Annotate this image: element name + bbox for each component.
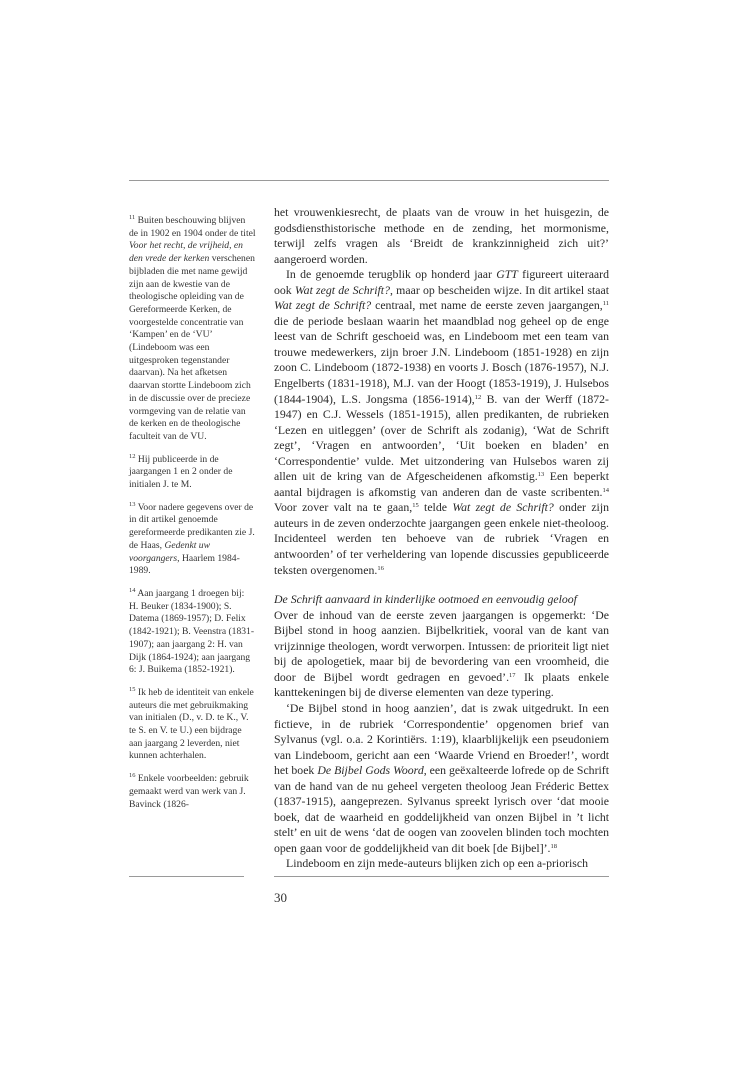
footnote-16: $^{16}$ Enkele voorbeelden: gebruik gemaakt werd van werk van J. Bavinck (1826- — [129, 772, 249, 810]
page-number: 30 — [274, 890, 287, 905]
footnote-14: $^{14}$ Aan jaargang 1 droegen bij: H. Beuker (1834-1900); S. Datema (1869-1957); D. Felix (1842-1921); B. Veenstra (1831-1907); aan jaargang 2: H. van Dijk (1864-1924); aan jaargang 6: J. Buikema (1852-1921). — [129, 586, 255, 676]
bottom-rule-right — [274, 876, 609, 877]
paragraph-1: het vrouwenkiesrecht, de plaats van de vrouw in het huisgezin, de godsdiensthistorische methode en de zending, het mormonisme, terwijl zelfs vragen als ‘Breidt de krankzinnigheid zich uit?’ aangeroerd worden. — [274, 205, 609, 266]
top-rule — [129, 180, 609, 181]
footnote-sidebar — [129, 215, 256, 821]
main-text-column — [274, 205, 609, 872]
paragraph-3: Over de inhoud van de eerste zeven jaargangen is opgemerkt: ‘De Bijbel stond in hoog aanzien. Bijbelkritiek, vooral van de kant van vrijzinnige theologen, wordt verworpen. Intussen: de prioriteit ligt niet bij de apologetiek, maar bij de bevordering van een vroomheid, die door de Bijbel wordt gedragen en gevoed’.$^{17}$ Ik plaats enkele kanttekeningen bij de diverse elementen van deze typering. — [274, 607, 609, 700]
footnote-11: $^{11}$ Buiten beschouwing blijven de in 1902 en 1904 onder de titel Voor het recht, de vrijheid, en den vrede der kerken verschenen bijbladen die met name gewijd zijn aan de kwestie van de theologische opleiding van de Gereformeerde Kerken, de voorgestelde concentratie van ‘Kampen’ en de ‘VU’ (Lindeboom was een uitgesproken tegenstander daarvan). Na het afketsen daarvan stortte Lindeboom zich in de discussie over de precieze vormgeving van de relatie van de kerken en de theologische faculteit van de VU. — [129, 214, 256, 442]
paragraph-2: In de genoemde terugblik op honderd jaar GTT figureert uiteraard ook Wat zegt de Schrift?, maar op bescheiden wijze. In dit artikel staat Wat zegt de Schrift? centraal, met name de eerste zeven jaargangen,$^{11}$ die de periode beslaan waarin het maandblad nog geheel op de enge leest van de Schrift geschoeid was, en Lindeboom met een team van trouwe medewerkers, zijn broer J.N. Lindeboom (1851-1928) en zijn zoon C. Lindeboom (1872-1938) en voorts J. Bosch (1876-1957), N.J. Engelberts (1831-1918), M.J. van der Hoogt (1853-1919), J. Hulsebos (1844-1904), L.S. Jongsma (1856-1914),$^{12}$ B. van der Werff (1872-1947) en C.J. Wessels (1851-1915), allen predikanten, de rubrieken ‘Lezen en uitleggen’ (over de Schrift als zodanig), ‘Wat de Schrift zegt’, ‘Vragen en antwoorden’, ‘Uit boeken en bladen’ en ‘Correspondentie’ vulde. Met uitzondering van Hulsebos waren zij allen uit de kring van de Afgescheidenen afkomstig.$^{13}$ Een beperkt aantal bijdragen is afkomstig van anderen dan de vaste scribenten.$^{14}$ Voor zover valt na te gaan,$^{15}$ telde Wat zegt de Schrift? onder zijn auteurs in de zeven onderzochte jaargangen geen enkele niet-theoloog. Incidenteel werden ten behoeve van de rubriek ‘Vragen en antwoorden’ of ter verheldering van lopende discussies gepubliceerde teksten overgenomen.$^{16}$ — [274, 267, 610, 577]
bottom-rule-left — [129, 876, 244, 877]
section-heading: De Schrift aanvaard in kinderlijke ootmoed en eenvoudig geloof — [274, 592, 577, 607]
paragraph-4: ‘De Bijbel stond in hoog aanzien’, dat is zwak uitgedrukt. In een fictieve, in de rubriek ‘Correspondentie’ opgenomen brief van Sylvanus (vgl. o.a. 2 Korintiërs. 1:19), klaarblijkelijk een pseudoniem van Lindeboom, gericht aan een ‘Waarde Vriend en Broeder!’, wordt het boek De Bijbel Gods Woord, een geëxalteerde lofrede op de Schrift van de hand van de nu geheel vergeten theoloog Jean Fréderic Bettex (1837-1915), aangeprezen. Sylvanus spreekt lyrisch over ‘dat mooie boek, dat de waarheid en goddelijkheid van onzen Bijbel in ’t licht stelt’ en uit de wens ‘dat de oogen van zoovelen blinden toch mochten open gaan voor de goddelijkheid van dit boek [de Bijbel]’.$^{18}$ — [274, 700, 609, 855]
footnote-12: $^{12}$ Hij publiceerde in de jaargangen 1 en 2 onder de initialen J. te M. — [129, 452, 233, 491]
footnote-13: $^{13}$ Voor nadere gegevens over de in dit artikel genoemde gereformeerde predikanten zie J. de Haas, Gedenkt uw voorgangers, Haarlem 1984-1989. — [129, 500, 255, 577]
footnote-15: $^{15}$ Ik heb de identiteit van enkele auteurs die met gebruikmaking van initialen (D., v. D. te K., V. te S. en V. te U.) een bijdrage aan jaargang 2 leverden, niet kunnen achterhalen. — [129, 685, 254, 762]
paragraph-5: Lindeboom en zijn mede-auteurs blijken zich op een a-priorisch — [286, 856, 589, 871]
